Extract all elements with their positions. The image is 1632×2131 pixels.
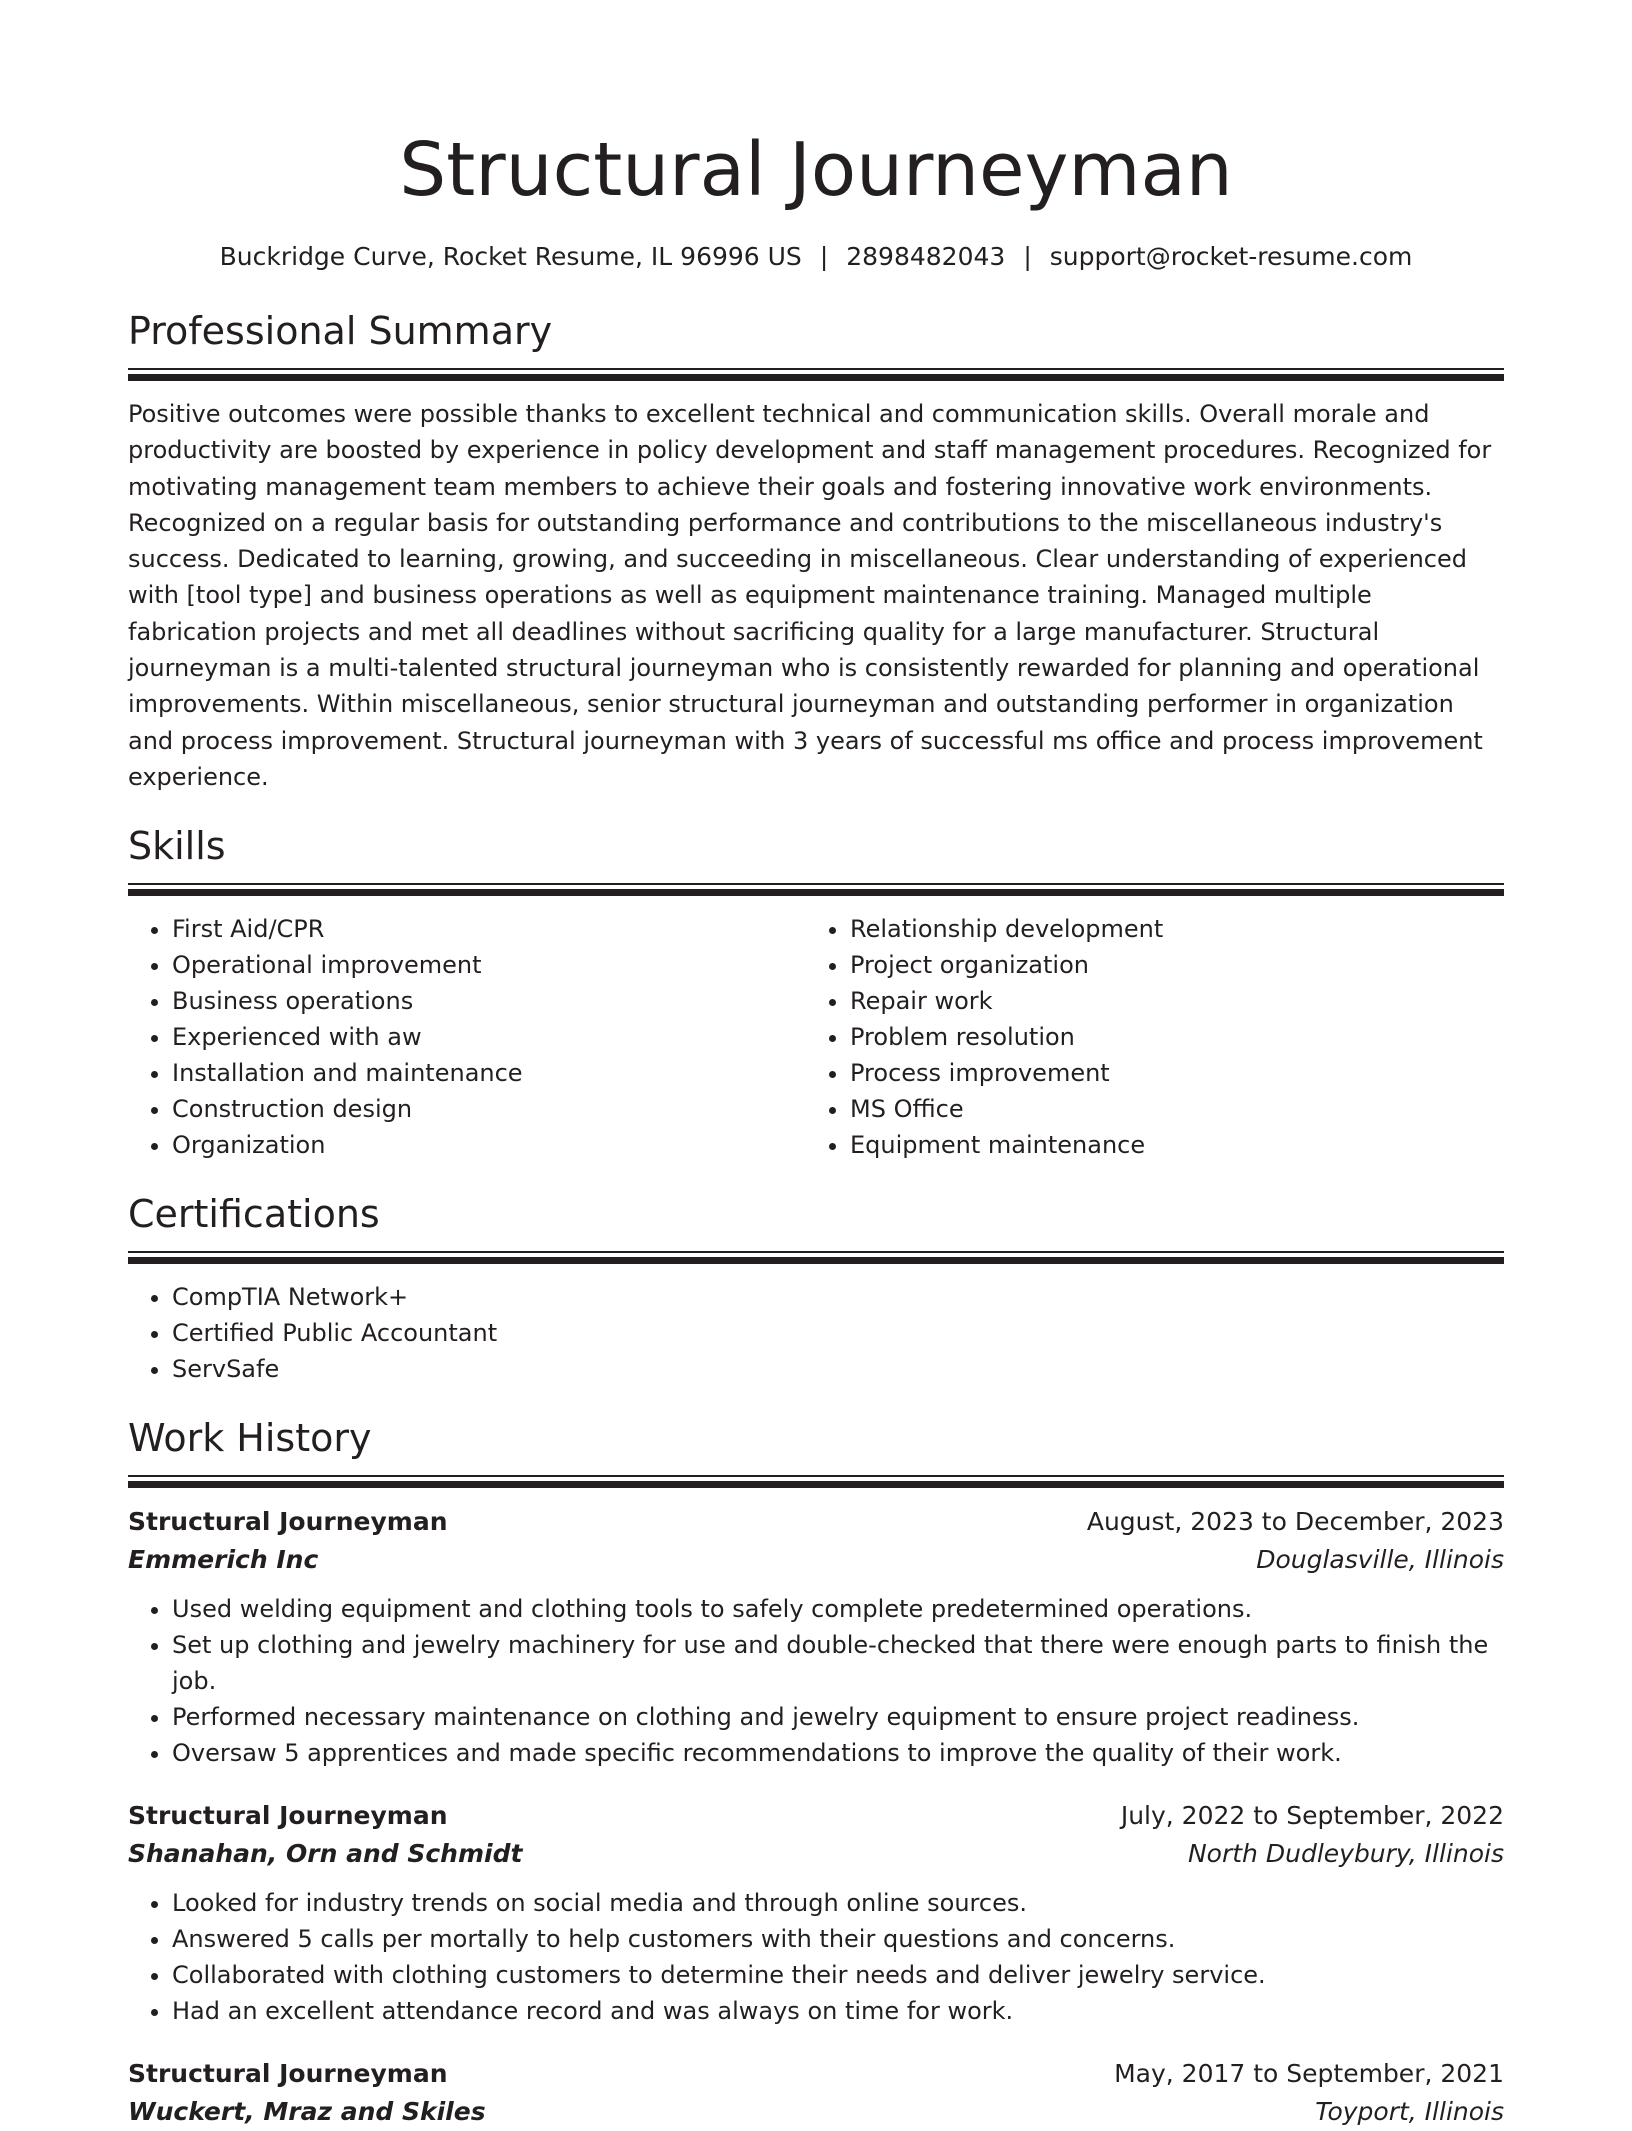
candidate-name: Structural Journeyman: [399, 127, 1233, 213]
certification-item: • ServSafe: [172, 1351, 1504, 1387]
job-duties-list: [128, 1591, 1504, 1771]
summary-text: Positive outcomes were possible thanks to excellent technical and communication skills. Overall morale and productivity are boosted by experience in policy development and staff management procedures. Recognized for motivating management team members to achieve their goals and fostering innovative work environments. Recognized on a regular basis for outstanding performance and contributions to the miscellaneous industry's success. Dedicated to learning, growing, and succeeding in miscellaneous. Clear understanding of experienced with [tool type] and business operations as well as equipment maintenance training. Managed multiple fabrication projects and met all deadlines without sacrificing quality for a large manufacturer. Structural journeyman is a multi-talented structural journeyman who is consistently rewarded for planning and operational improvements. Within miscellaneous, senior structural journeyman and outstanding performer in organization and process improvement. Structural journeyman with 3 years of successful ms office and process improvement experience.: [128, 400, 1492, 791]
job-company: Emmerich Inc: [128, 1545, 319, 1575]
job-entry: [128, 1503, 1504, 1771]
job-title: Structural Journeyman: [128, 1507, 448, 1537]
skills-section: [128, 821, 1504, 1163]
work-history-heading: Work History: [128, 1416, 372, 1461]
job-title: Structural Journeyman: [128, 2059, 448, 2089]
job-duty: • Had an excellent attendance record and was always on time for work.: [172, 1993, 1504, 2029]
job-dates: July, 2022 to September, 2022: [1120, 1801, 1504, 1831]
job-duty: • Answered 5 calls per mortally to help customers with their questions and concerns.: [172, 1921, 1504, 1957]
certifications-section: [128, 1189, 1504, 1387]
skill-item: • Experienced with aw: [172, 1019, 806, 1055]
section-divider: [128, 883, 1504, 897]
contact-phone: 2898482043: [846, 242, 1006, 271]
job-location: Douglasville, Illinois: [1256, 1545, 1504, 1575]
contact-line: [128, 240, 1504, 274]
summary-heading: Professional Summary: [128, 309, 553, 353]
job-entry: [128, 2055, 1504, 2131]
skill-item: • Operational improvement: [172, 947, 806, 983]
job-company: Wuckert, Mraz and Skiles: [128, 2097, 486, 2127]
skill-item: • Business operations: [172, 983, 806, 1019]
skill-item: • MS Office: [850, 1091, 1484, 1127]
contact-email: support@rocket-resume.com: [1049, 242, 1413, 271]
job-duty: • Looked for industry trends on social media and through online sources.: [172, 1885, 1504, 1921]
skill-item: • Construction design: [172, 1091, 806, 1127]
job-location: North Dudleybury, Illinois: [1187, 1839, 1504, 1869]
section-divider: [128, 368, 1504, 382]
skills-heading: Skills: [128, 824, 226, 869]
job-dates: May, 2017 to September, 2021: [1114, 2059, 1504, 2089]
job-company: Shanahan, Orn and Schmidt: [128, 1839, 523, 1869]
contact-address: Buckridge Curve, Rocket Resume, IL 96996 US: [219, 242, 802, 271]
job-duty: • Oversaw 5 apprentices and made specific recommendations to improve the quality of their work.: [172, 1735, 1504, 1771]
skill-item: • Equipment maintenance: [850, 1127, 1484, 1163]
skills-grid: [128, 911, 1504, 1163]
skill-item: • Installation and maintenance: [172, 1055, 806, 1091]
contact-separator: |: [1023, 242, 1032, 271]
work-history-section: [128, 1413, 1504, 2131]
skill-item: • Problem resolution: [850, 1019, 1484, 1055]
contact-separator: |: [819, 242, 829, 271]
job-duty: • Performed necessary maintenance on clothing and jewelry equipment to ensure project readiness.: [172, 1699, 1504, 1735]
skill-item: • Project organization: [850, 947, 1484, 983]
job-title: Structural Journeyman: [128, 1801, 448, 1831]
job-duty: • Collaborated with clothing customers to determine their needs and deliver jewelry service.: [172, 1957, 1504, 1993]
certifications-heading: Certifications: [128, 1192, 380, 1237]
job-duties-list: [128, 1885, 1504, 2029]
job-duty: • Set up clothing and jewelry machinery for use and double-checked that there were enough parts to finish the job.: [172, 1627, 1504, 1699]
job-entry: [128, 1797, 1504, 2029]
job-location: Toyport, Illinois: [1315, 2097, 1504, 2127]
job-dates: August, 2023 to December, 2023: [1086, 1507, 1504, 1537]
skill-item: • Process improvement: [850, 1055, 1484, 1091]
skill-item: • Organization: [172, 1127, 806, 1163]
section-divider: [128, 1251, 1504, 1265]
skill-item: • Relationship development: [850, 911, 1484, 947]
certifications-list: [128, 1279, 1504, 1387]
section-divider: [128, 1475, 1504, 1489]
skill-item: • Repair work: [850, 983, 1484, 1019]
certification-item: • Certified Public Accountant: [172, 1315, 1504, 1351]
skills-list-right: [806, 911, 1484, 1163]
summary-section: [128, 306, 1504, 795]
skills-list-left: [128, 911, 806, 1163]
certification-item: • CompTIA Network+: [172, 1279, 1504, 1315]
skill-item: • First Aid/CPR: [172, 911, 806, 947]
job-duty: • Used welding equipment and clothing tools to safely complete predetermined operations.: [172, 1591, 1504, 1627]
